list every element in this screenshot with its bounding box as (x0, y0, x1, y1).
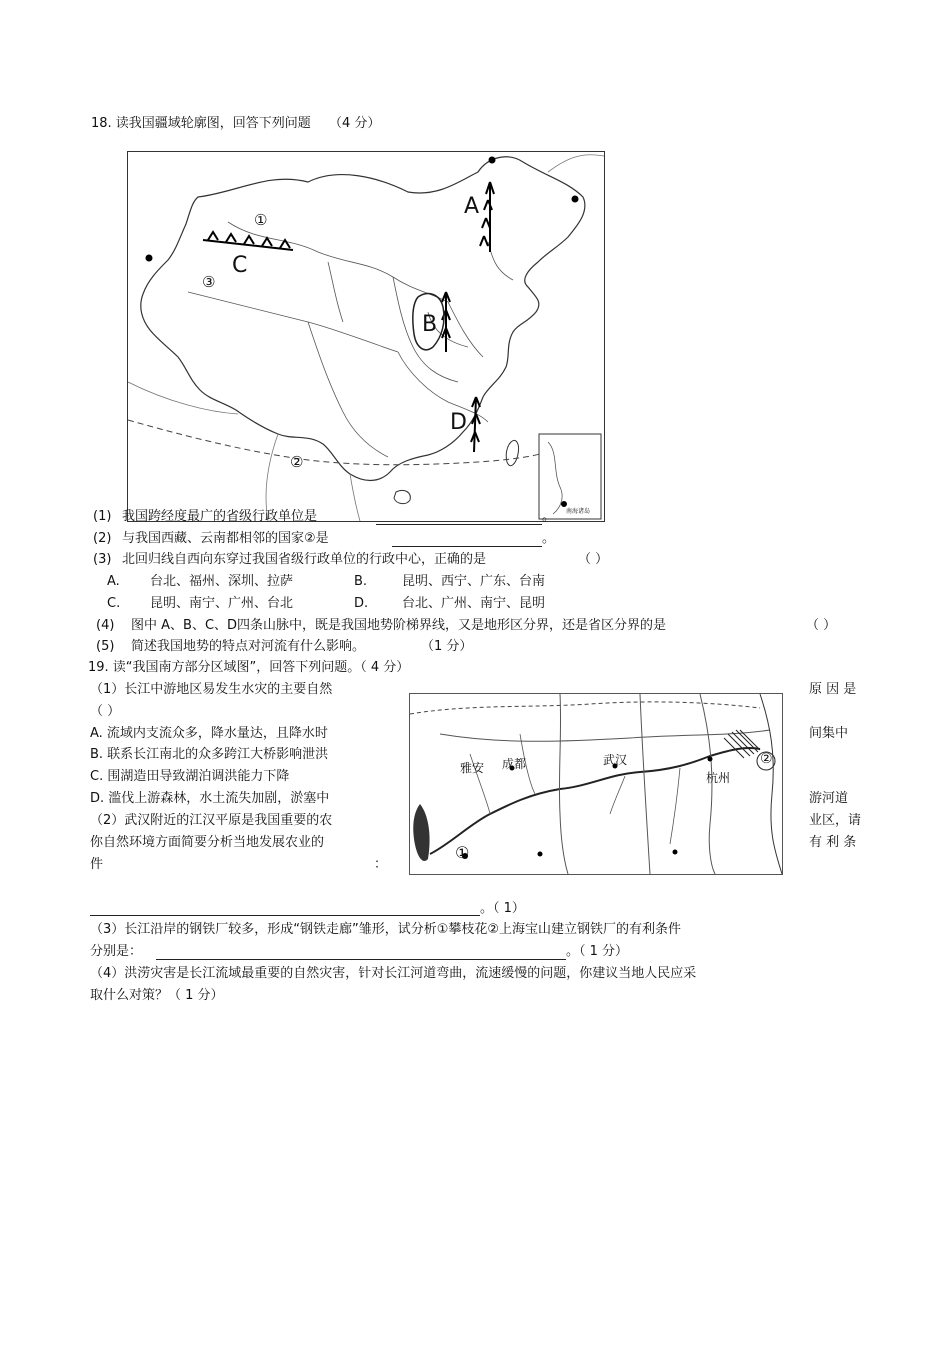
q19-sub2b-right: 有 利 条 (809, 835, 857, 850)
q19-optA-left: A. 流域内支流众多，降水量达，且降水时 (90, 726, 328, 741)
china-map-drawing (128, 152, 604, 521)
q18-sub2-text: 与我国西藏、云南都相邻的国家②是 (122, 531, 329, 546)
q18-sub5-score: （1 分） (421, 639, 473, 654)
q19-title: 19. 读“我国南方部分区域图”，回答下列问题。（ 4 分） (88, 660, 410, 675)
q18-sub1-text: 我国跨经度最广的省级行政单位是 (122, 509, 318, 524)
q18-sub2-end: 。 (542, 531, 556, 546)
q18-sub1-end: 。 (542, 509, 556, 524)
q18-optD-letter: D. (354, 596, 369, 611)
q18-sub3-text: 北回归线自西向东穿过我国省级行政单位的行政中心，正确的是 (122, 552, 487, 567)
q19-sub2c-left: 件 (90, 857, 104, 872)
q19-optD-left: D. 滥伐上游森林，水土流失加剧，淤塞中 (90, 791, 330, 806)
q19-sub2b-left: 你自然环境方面简要分析当地发展农业的 (90, 835, 325, 850)
map-label-D: D (450, 410, 467, 435)
q18-sub3-paren: （ ） (578, 552, 609, 567)
south-map-label-circle2: ② (760, 751, 773, 767)
q19-sub4-line1: （4）洪涝灾害是长江流域最重要的自然灾害，针对长江河道弯曲，流速缓慢的问题，你建议当地人民应采 (90, 966, 697, 981)
q18-sub4-num: (4) (96, 618, 115, 633)
map-label-circle3: ③ (202, 273, 216, 291)
q18-optB-text: 昆明、西宁、广东、台南 (402, 574, 546, 589)
map-label-circle1: ① (254, 211, 268, 229)
q19-optC: C. 围湖造田导致湖泊调洪能力下降 (90, 769, 290, 784)
q18-sub2-num: (2) (93, 531, 112, 546)
south-map-label-hangzhou: 杭州 (706, 771, 731, 785)
map-label-C: C (232, 253, 248, 278)
q18-optB-letter: B. (354, 574, 368, 589)
q18-optA-text: 台北、福州、深圳、拉萨 (150, 574, 294, 589)
q18-sub4-text: 图中 A、B、C、D四条山脉中，既是我国地势阶梯界线，又是地形区分界，还是省区分界的是 (131, 618, 667, 633)
q18-sub5-text: 简述我国地势的特点对河流有什么影响。 (131, 639, 366, 654)
south-china-region-map (409, 693, 783, 875)
q19-sub2-answer-blank[interactable] (90, 915, 480, 916)
q18-sub1-num: (1) (93, 509, 112, 524)
south-map-label-circle1: ① (455, 843, 470, 862)
q18-optD-text: 台北、广州、南宁、昆明 (402, 596, 546, 611)
q19-sub3-line2-prefix: 分别是： (90, 944, 143, 959)
q18-title: 18. 读我国疆域轮廓图，回答下列问题 （4 分） (91, 116, 381, 131)
q18-sub4-paren: （ ） (806, 618, 837, 633)
q19-optD-right: 游河道 (809, 791, 849, 806)
q19-sub2-right: 业区，请 (809, 813, 862, 828)
south-map-label-chengdu: 成都 (502, 757, 527, 771)
q18-optC-text: 昆明、南宁、广州、台北 (150, 596, 294, 611)
q18-sub3-num: (3) (93, 552, 112, 567)
south-map-label-yaan: 雅安 (460, 761, 485, 775)
map-label-circle2: ② (290, 453, 304, 471)
q19-optB: B. 联系长江南北的众多跨江大桥影响泄洪 (90, 747, 329, 762)
q18-sub1-answer-blank[interactable] (376, 524, 542, 525)
q19-sub1-left: （1）长江中游地区易发生水灾的主要自然 (90, 682, 333, 697)
q19-sub3-line1: （3）长江沿岸的钢铁厂较多，形成“钢铁走廊”雏形，试分析①攀枝花②上海宝山建立钢铁厂的有利条件 (90, 922, 682, 937)
q19-sub3-line2-suffix: 。（ 1 分） (566, 944, 629, 959)
q19-sub1-paren: （ ） (90, 704, 121, 719)
q19-optA-right: 间集中 (809, 726, 849, 741)
q19-sub2c-colon: ： (374, 857, 388, 872)
q19-sub3-answer-blank[interactable] (156, 959, 566, 960)
inset-caption: 南海诸岛 (566, 508, 591, 515)
q18-optA-letter: A. (107, 574, 120, 589)
q19-sub1-right: 原 因 是 (809, 682, 857, 697)
map-label-B: B (422, 312, 438, 337)
q18-optC-letter: C. (107, 596, 121, 611)
q19-sub4-line2: 取什么对策？（ 1 分） (90, 988, 224, 1003)
q19-sub2-left: （2）武汉附近的江汉平原是我国重要的农 (90, 813, 333, 828)
q19-sub2-end: 。（ 1） (480, 901, 525, 916)
q18-sub2-answer-blank[interactable] (392, 546, 542, 547)
south-map-label-wuhan: 武汉 (603, 753, 628, 767)
q18-sub5-num: (5) (96, 639, 115, 654)
map-label-A: A (464, 194, 480, 219)
china-territory-map (127, 151, 605, 522)
